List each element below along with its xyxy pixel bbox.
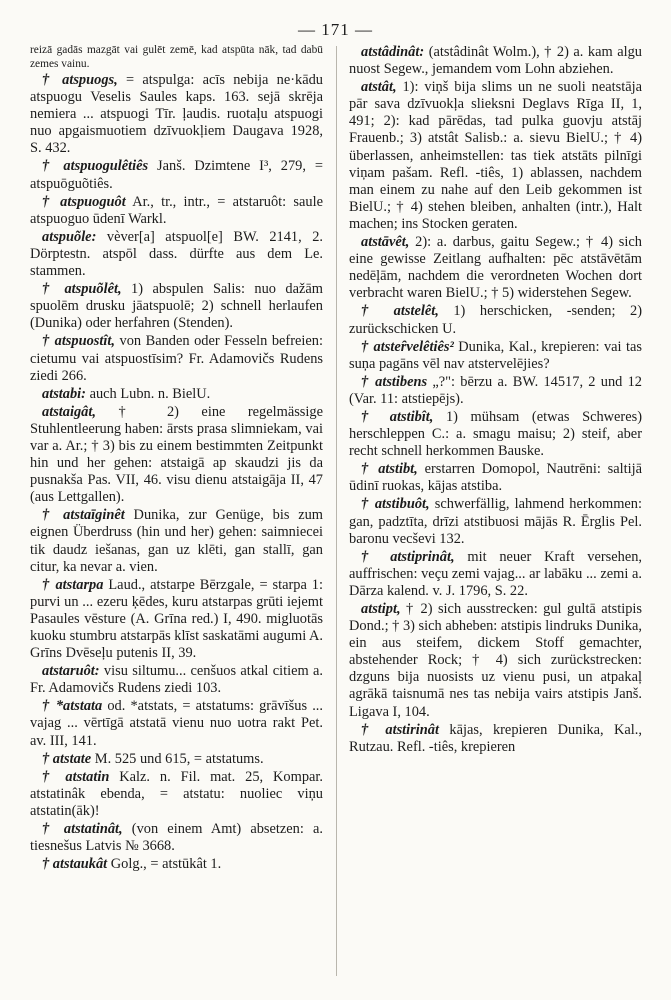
dictionary-entry <box>349 44 642 78</box>
dictionary-entry <box>30 404 323 507</box>
dictionary-entry <box>349 374 642 408</box>
entry-headword: † atstibt, <box>361 461 418 478</box>
entry-text: = atspulga: acīs nebija ne·kādu atspuogu Veselis Saules kaps. 163. sejā skrēja nemiera ... atspuogi Tīr. ļaudis. ruotaļu atspuogi nuo apgaismuotiem dzīvuokļiem Daugava 1928, S. 432. <box>30 72 323 157</box>
dictionary-entry <box>30 333 323 384</box>
entry-text: Laud., atstarpe Bērzgale, = starpa 1: purvi un ... ezeru ķēdes, kuru atstarpas grūti iejemt Pasaules vēsture (A. Grīna red.) I, 490. migluotās kuoku stumbru atstarpās klīst saskatāmi augumi A. Grīns Dvēseļu putenis II, 39. <box>30 576 323 662</box>
entry-text: M. 525 und 615, = atstatums. <box>91 750 264 767</box>
dictionary-entry <box>349 461 642 495</box>
entry-text: mit neuer Kraft versehen, auffrischen: veçu zemi vajag... ar labāku ... zemi a. Dārza kalend. v. J. 1796, S. 22. <box>349 548 642 599</box>
text-columns <box>30 44 647 984</box>
entry-headword: atstabi: <box>42 385 86 402</box>
dictionary-entry <box>349 409 642 460</box>
dictionary-entry <box>349 496 642 547</box>
dictionary-entry <box>30 194 323 228</box>
entry-text: Golg., = atstūkât 1. <box>107 856 222 873</box>
entry-headword: † atstelêt, <box>361 303 439 320</box>
entry-text: 2): a. darbus, gaitu Segew.; † 4) sich eine gewisse Zeitlang aufhalten: pēc atstāvētām nedēļām, nachdem die verordneten Wochen dort verbracht waren BielU.; † 5) widerstehen Segew. <box>349 234 642 302</box>
entry-headword: † *atstata <box>42 698 103 715</box>
entry-headword: atstâdinât: <box>361 44 425 60</box>
entry-headword: † atspuogulêtiês <box>42 158 149 175</box>
dictionary-entry <box>349 601 642 721</box>
dictionary-entry <box>30 751 323 768</box>
entry-headword: † atstatin <box>42 768 110 785</box>
entry-headword: † atstatinât, <box>42 821 123 838</box>
dictionary-entry <box>30 821 323 855</box>
entry-headword: † atstaukât <box>42 856 108 873</box>
entry-headword: † atstarpa <box>42 576 104 593</box>
dictionary-entry <box>30 44 323 71</box>
entry-headword: † atstirinât <box>361 721 439 738</box>
dictionary-entry <box>349 339 642 373</box>
entry-text: 1) abspulen Salis: nuo dažām spuolēm drusku jāatspuolē; 2) schnell herlaufen (Dunika) oder herfahren (Stenden). <box>30 281 323 332</box>
entry-text: Kalz. n. Fil. mat. 25, Kompar. atstatinâk ebenda, = atstatu: nuoliec viņu atstatin(āk)! <box>30 768 323 819</box>
dictionary-entry <box>30 577 323 662</box>
dictionary-entry <box>349 549 642 600</box>
entry-headword: † atspuogs, <box>42 72 118 88</box>
dictionary-entry <box>30 281 323 332</box>
dictionary-entry <box>30 698 323 749</box>
entry-headword: † atstibît, <box>361 408 434 425</box>
entry-text: vèver[a] atspuol[e] BW. 2141, 2. Dörptestn. atspōl dass. dürfte aus dem Le. stammen. <box>30 228 323 280</box>
entry-text: auch Lubn. n. BielU. <box>85 385 211 402</box>
entry-text: Dunika, Kal., krepieren: vai tas suņa pagāns vēl nav atstervelējies? <box>349 338 642 372</box>
column-divider <box>336 46 337 976</box>
dictionary-entry <box>349 234 642 302</box>
dictionary-entry <box>30 158 323 192</box>
entry-text: 1) herschicken, -senden; 2) zurückschicken U. <box>349 303 642 337</box>
entry-headword: † atstiprinât, <box>361 548 455 565</box>
entry-text: schwerfällig, lahmend herkommen: gan, padztīta, drīzi atstibuosi mājās R. Ērglis Pel. baronu vecševi 132. <box>349 496 642 547</box>
dictionary-entry <box>30 507 323 575</box>
entry-headword: atspuõle: <box>42 228 97 245</box>
entry-text: erstarren Domopol, Nautrēni: saltijā ūdinī ruokas, kājas atstiba. <box>349 461 642 495</box>
entry-text: (von einem Amt) absetzen: a. tiesnešus Latvis № 3668. <box>30 821 323 855</box>
page-number: — 171 — <box>298 20 373 39</box>
dictionary-entry <box>30 663 323 697</box>
entry-text: kājas, krepieren Dunika, Kal., Rutzau. Refl. -tiês, krepieren <box>349 721 642 755</box>
dictionary-entry <box>349 722 642 756</box>
entry-text: † 2) eine regelmässige Stuhlentleerung haben: ārsts prasa slimniekam, vai var a. Ar.; † 3) bis zu einem bestimmten Zeitpunkt hin und her gehen: atstaigā ap skaudzi jis da pusnakša Pas. VII, 46. visu dienu atstaigāja II, 47 (aus Lettgallen). <box>30 403 323 506</box>
entry-text: † 2) sich ausstrecken: gul gultā atstipis Dond.; † 3) sich abheben: atstipis lindruks Dunika, ein aus steifem, dickem Stoff gemachter, abstehender Rock; † 4) sich zurückstrecken: dzguns bija nuosists uz vienu pusi, un atpakaļ agrākā taisnumā nes tas nebija vairs atstipis Janš. Ligava I, 104. <box>349 601 642 720</box>
entry-text: Dunika, zur Genüge, bis zum eignen Überdruss (hin und her) gehen: saimniecei tik daudz iešanas, gan uz klēti, gan stallī, gan citur, ka nevar a. vien. <box>30 507 323 575</box>
entry-headword: atstāvêt, <box>361 234 410 251</box>
entry-text: od. *atstats, = atstatums: grāvīšus ... vajag ... vērtīgā atstatā vienu nuo uotra rakt Pet. av. III, 141. <box>30 698 323 749</box>
right-column <box>349 44 642 984</box>
dictionary-entry <box>30 72 323 157</box>
entry-text: 1): viņš bija slims un ne suoli neatstāja pār sava dzīvuokļa slieksni Deglavs Rīga II, 1, 491; 2): kad pārēdas, tad pulka guovju atstāj Frauenb.; 3) atstât Salisb.: a. sievu BielU.; † 4) überlassen, anheimstellen: tas tiek atstāts pilnīgi viņam pašam. Refl. -tiês, 1) ablassen, nachdem man einem zu nahe auf den Leib gekommen ist BielU.; † 4) stehen bleiben, anhalten (intr.), Halt machen; ins Stocken geraten. <box>349 79 642 232</box>
dictionary-entry <box>30 229 323 280</box>
entry-headword: † atstate <box>42 750 92 767</box>
dictionary-entry <box>30 386 323 403</box>
entry-headword: † atstaīginêt <box>42 507 125 524</box>
entry-text: von Banden oder Fesseln befreien: cietumu vai atspuostīsim? Fr. Adamovičs Rudens ziedi 266. <box>30 333 323 384</box>
entry-headword: † atspuõlêt, <box>42 281 122 298</box>
left-column <box>30 44 323 984</box>
dictionary-entry <box>349 79 642 233</box>
entry-headword: † atspuoguôt <box>42 193 126 210</box>
entry-text: 1) mühsam (etwas Schweres) herschleppen C.: a. smagu maisu; 2) steif, aber recht schnell herkommen Bauske. <box>349 408 642 460</box>
entry-headword: † atstibuôt, <box>361 496 430 513</box>
entry-text: (atstâdinât Wolm.), † 2) a. kam algu nuost Segew., jemandem vom Lohn abziehen. <box>349 44 642 78</box>
entry-headword: atstât, <box>361 79 397 96</box>
entry-text: reizā gadās mazgāt vai gulēt zemē, kad atspūta nāk, tad dabū zemes vainu. <box>30 44 323 70</box>
entry-text: visu siltumu... cenšuos atkal citiem a. Fr. Adamovičs Rudens ziedi 103. <box>30 663 323 697</box>
dictionary-entry <box>349 303 642 337</box>
entry-headword: atstaruôt: <box>42 663 100 680</box>
dictionary-entry <box>30 856 323 873</box>
entry-headword: atstipt, <box>361 601 401 617</box>
entry-headword: † atsteȓvelêtiês² <box>361 338 454 355</box>
entry-text: Ar., tr., intr., = atstaruôt: saule atspuoguo ūdenī Warkl. <box>30 193 323 227</box>
entry-text: „?": bērzu a. BW. 14517, 2 und 12 (Var. 11: atstiepējs). <box>349 373 642 407</box>
entry-headword: † atstibens <box>361 373 428 390</box>
entry-headword: atstaigât, <box>42 403 96 420</box>
entry-headword: † atspuostît, <box>42 333 115 350</box>
dictionary-entry <box>30 769 323 820</box>
entry-text: Janš. Dzimtene I³, 279, = atspuōguõtiês. <box>30 158 323 192</box>
